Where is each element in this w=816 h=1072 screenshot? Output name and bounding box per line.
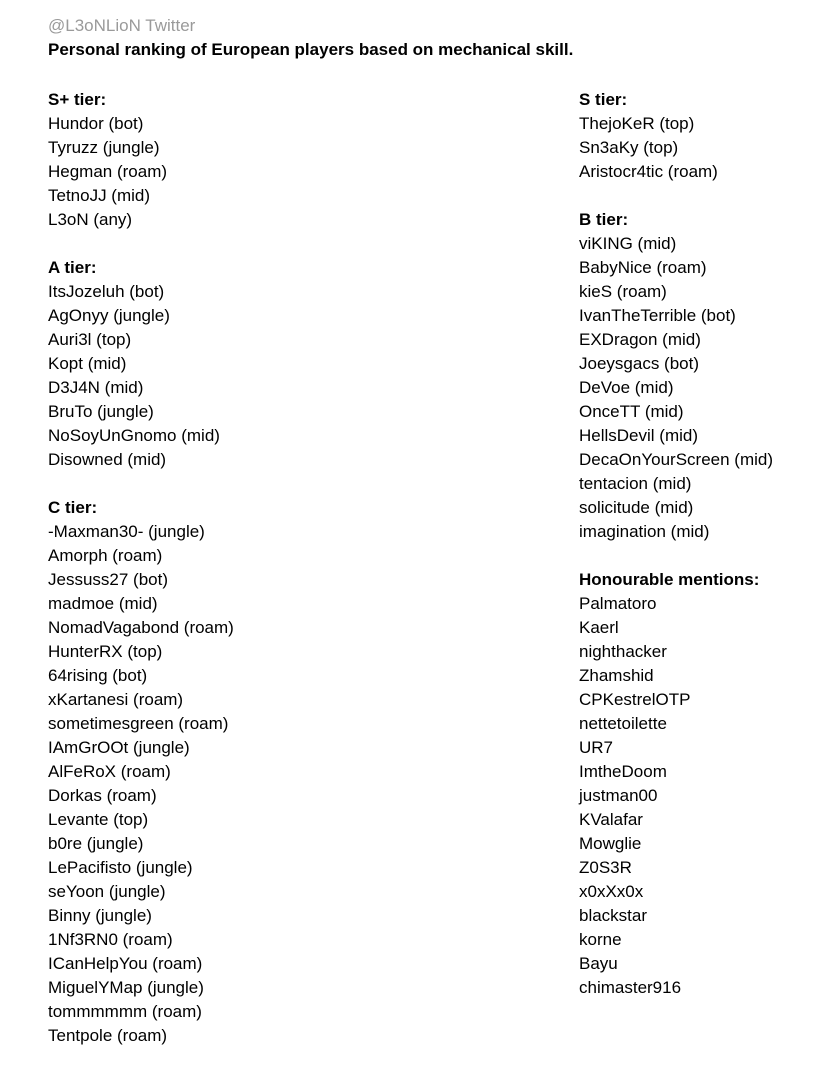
- player-item: ImtheDoom: [579, 762, 667, 781]
- player-item: AlFeRoX (roam): [48, 762, 171, 781]
- player-item: DecaOnYourScreen (mid): [579, 450, 774, 469]
- player-item: 64rising (bot): [48, 666, 148, 685]
- tier-section: [48, 256, 234, 472]
- player-item: OnceTT (mid): [579, 402, 684, 421]
- tier-heading: A tier:: [48, 258, 97, 277]
- tier-heading: B tier:: [579, 210, 629, 229]
- player-list: [48, 112, 234, 232]
- tier-heading: S tier:: [579, 90, 628, 109]
- player-item: Dorkas (roam): [48, 786, 157, 805]
- player-item: Aristocr4tic (roam): [579, 162, 718, 181]
- player-item: Disowned (mid): [48, 450, 167, 469]
- player-item: IAmGrOOt (jungle): [48, 738, 190, 757]
- right-column: [579, 88, 773, 1024]
- tier-section: [48, 496, 234, 1048]
- tier-section: [579, 208, 773, 544]
- player-item: NomadVagabond (roam): [48, 618, 234, 637]
- player-item: nighthacker: [579, 642, 667, 661]
- player-item: Joeysgacs (bot): [579, 354, 699, 373]
- player-list: [579, 232, 773, 544]
- player-list: [48, 520, 234, 1048]
- player-item: LePacifisto (jungle): [48, 858, 193, 877]
- watermark-handle: @L3oNLioN Twitter: [48, 16, 196, 35]
- player-item: ThejoKeR (top): [579, 114, 695, 133]
- tier-section: [48, 88, 234, 232]
- player-item: madmoe (mid): [48, 594, 158, 613]
- left-column: [48, 88, 234, 1072]
- player-item: AgOnyy (jungle): [48, 306, 170, 325]
- player-item: seYoon (jungle): [48, 882, 166, 901]
- player-item: Z0S3R: [579, 858, 632, 877]
- player-item: Sn3aKy (top): [579, 138, 679, 157]
- player-item: TetnoJJ (mid): [48, 186, 151, 205]
- player-list: [579, 112, 773, 184]
- player-item: NoSoyUnGnomo (mid): [48, 426, 220, 445]
- player-item: UR7: [579, 738, 614, 757]
- player-item: Amorph (roam): [48, 546, 163, 565]
- player-item: Tentpole (roam): [48, 1026, 168, 1045]
- player-item: Mowglie: [579, 834, 642, 853]
- player-list: [579, 592, 773, 1000]
- player-item: korne: [579, 930, 622, 949]
- player-item: KValafar: [579, 810, 643, 829]
- player-item: HunterRX (top): [48, 642, 163, 661]
- tier-section: [579, 88, 773, 184]
- player-item: MiguelYMap (jungle): [48, 978, 204, 997]
- player-item: Tyruzz (jungle): [48, 138, 160, 157]
- player-item: sometimesgreen (roam): [48, 714, 229, 733]
- tier-heading: S+ tier:: [48, 90, 107, 109]
- document-title: Personal ranking of European players based on mechanical skill.: [48, 40, 574, 59]
- player-item: D3J4N (mid): [48, 378, 144, 397]
- player-item: viKING (mid): [579, 234, 677, 253]
- player-item: -Maxman30- (jungle): [48, 522, 205, 541]
- player-item: DeVoe (mid): [579, 378, 674, 397]
- player-item: L3oN (any): [48, 210, 133, 229]
- player-item: blackstar: [579, 906, 648, 925]
- player-item: kieS (roam): [579, 282, 667, 301]
- player-item: 1Nf3RN0 (roam): [48, 930, 173, 949]
- player-list: [48, 280, 234, 472]
- player-item: tentacion (mid): [579, 474, 692, 493]
- player-item: Kaerl: [579, 618, 619, 637]
- player-item: Palmatoro: [579, 594, 657, 613]
- player-item: xKartanesi (roam): [48, 690, 184, 709]
- player-item: justman00: [579, 786, 658, 805]
- player-item: IvanTheTerrible (bot): [579, 306, 736, 325]
- player-item: CPKestrelOTP: [579, 690, 691, 709]
- player-item: chimaster916: [579, 978, 682, 997]
- player-item: Zhamshid: [579, 666, 654, 685]
- player-item: imagination (mid): [579, 522, 710, 541]
- player-item: ItsJozeluh (bot): [48, 282, 165, 301]
- player-item: HellsDevil (mid): [579, 426, 699, 445]
- player-item: BruTo (jungle): [48, 402, 154, 421]
- player-item: ICanHelpYou (roam): [48, 954, 203, 973]
- player-item: BabyNice (roam): [579, 258, 707, 277]
- player-item: EXDragon (mid): [579, 330, 701, 349]
- player-item: Auri3l (top): [48, 330, 132, 349]
- tier-heading: C tier:: [48, 498, 98, 517]
- player-item: Bayu: [579, 954, 618, 973]
- player-item: x0xXx0x: [579, 882, 644, 901]
- player-item: nettetoilette: [579, 714, 667, 733]
- player-item: solicitude (mid): [579, 498, 694, 517]
- player-item: Jessuss27 (bot): [48, 570, 168, 589]
- player-item: Hegman (roam): [48, 162, 168, 181]
- player-item: Levante (top): [48, 810, 149, 829]
- player-item: Hundor (bot): [48, 114, 144, 133]
- player-item: Kopt (mid): [48, 354, 127, 373]
- player-item: tommmmmm (roam): [48, 1002, 202, 1021]
- player-item: Binny (jungle): [48, 906, 152, 925]
- tier-section: [579, 568, 773, 1000]
- player-item: b0re (jungle): [48, 834, 144, 853]
- tier-heading: Honourable mentions:: [579, 570, 760, 589]
